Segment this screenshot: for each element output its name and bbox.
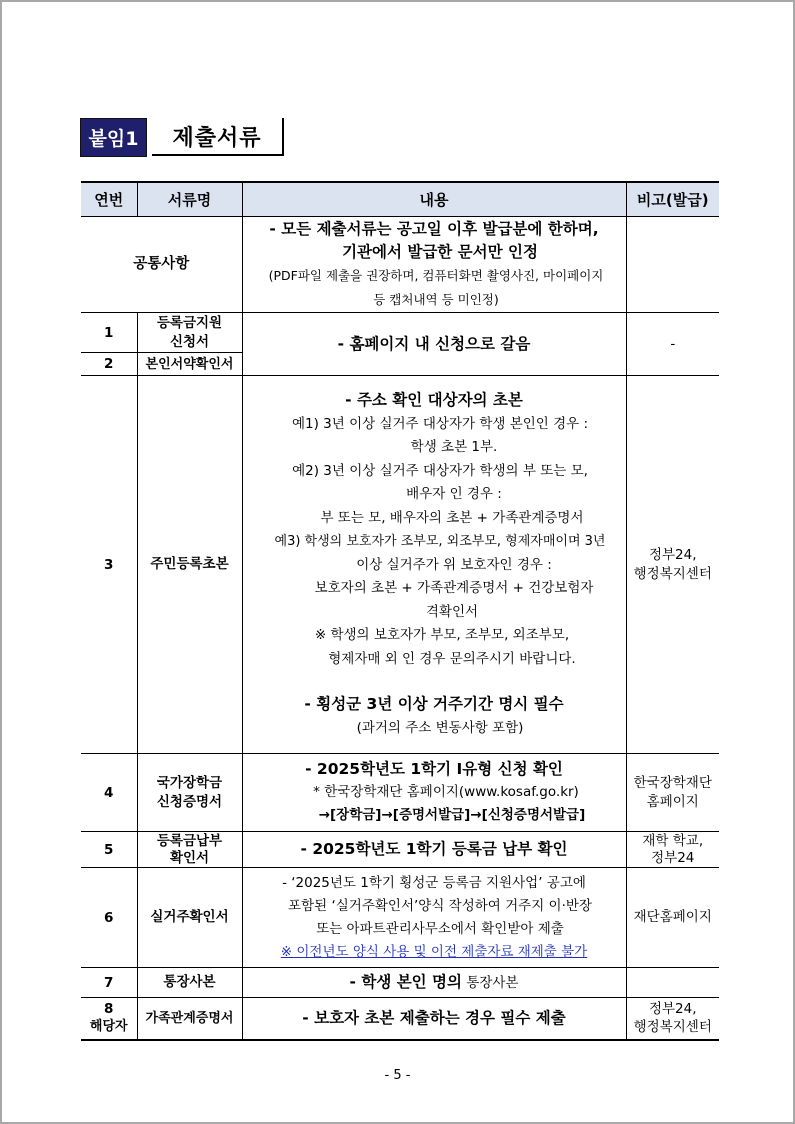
- row8-remark: 정부24, 행정복지센터: [626, 998, 719, 1040]
- row6-content: - ‘2025년도 1학기 횡성군 등록금 지원사업’ 공고에 포함된 ‘실거주확인서’양식 작성하여 거주지 이·반장 또는 아파트관리사무소에서 확인받아 제출 ※ 이전년도 양식 사용 및 이전 제출자료 재제출 불가: [242, 868, 626, 968]
- page-number: - 5 -: [384, 1068, 411, 1083]
- doc-name: 주민등록초본: [137, 376, 242, 754]
- table-row: [81, 754, 719, 832]
- table-row: [81, 376, 719, 754]
- row3-remark: 정부24, 행정복지센터: [626, 376, 719, 754]
- header-doc-name: 서류명: [137, 182, 242, 217]
- row-number: 8 해당자: [81, 998, 137, 1040]
- row-number: 4: [81, 754, 137, 832]
- doc-name: 등록금지원 신청서: [137, 313, 242, 353]
- warning-link-text: ※ 이전년도 양식 사용 및 이전 제출자료 재제출 불가: [280, 943, 588, 960]
- header-number: 연번: [81, 182, 137, 217]
- rows12-content: - 홈페이지 내 신청으로 갈음: [242, 313, 626, 376]
- table-row: [81, 968, 719, 998]
- doc-name: 국가장학금 신청증명서: [137, 754, 242, 832]
- doc-name: 통장사본: [137, 968, 242, 998]
- row4-content: - 2025학년도 1학기 Ⅰ유형 신청 확인 * 한국장학재단 홈페이지(www.kosaf.go.kr) →[장학금]→[증명서발급]→[신청증명서발급]: [242, 754, 626, 832]
- row3-content: - 주소 확인 대상자의 초본 예1) 3년 이상 실거주 대상자가 학생 본인인 경우 : 학생 초본 1부. 예2) 3년 이상 실거주 대상자가 학생의 부 또는 모, 배우자 인 경우 : 부 또는 모, 배우자의 초본 + 가족관계증명서 예3) 학생의 보호자가 조부모, 외조부모, 형제자매이며 3년 이상 실거주가 위 보호자인 경우 : 보호자의 초본 + 가족관계증명서 + 건강보험자 격확인서 ※ 학생의 보호자가 부모, 조부모, 외조부모, 형제자매 외 인 경우 문의주시기 바랍니다. - 횡성군 3년 이상 거주기간 명시 필수 (과거의 주소 변동사항 포함): [242, 376, 626, 754]
- row-number: 5: [81, 832, 137, 868]
- row7-content: - 학생 본인 명의 통장사본: [242, 968, 626, 998]
- row4-remark: 한국장학재단 홈페이지: [626, 754, 719, 832]
- common-content: - 모든 제출서류는 공고일 이후 발급분에 한하며, 기관에서 발급한 문서만 인정 (PDF파일 제출을 권장하며, 컴퓨터화면 촬영사진, 마이페이지 등 캡처내역 등 미인정): [242, 217, 626, 313]
- table-row: [81, 998, 719, 1040]
- attachment-badge: 붙임1: [80, 118, 147, 157]
- table-row-common: [81, 217, 719, 313]
- header-remark: 비고(발급): [626, 182, 719, 217]
- table-row: [81, 868, 719, 968]
- row-number: 6: [81, 868, 137, 968]
- common-remark: [626, 217, 719, 313]
- table-header-row: [81, 182, 719, 217]
- row-number: 2: [81, 353, 137, 376]
- row8-content: - 보호자 초본 제출하는 경우 필수 제출: [242, 998, 626, 1040]
- row5-content: - 2025학년도 1학기 등록금 납부 확인: [242, 832, 626, 868]
- doc-name: 등록금납부 확인서: [137, 832, 242, 868]
- row-number: 3: [81, 376, 137, 754]
- row5-remark: 재학 학교, 정부24: [626, 832, 719, 868]
- rows12-remark: -: [626, 313, 719, 376]
- documents-table: [81, 181, 719, 1041]
- common-label: 공통사항: [81, 217, 242, 313]
- doc-name: 본인서약확인서: [137, 353, 242, 376]
- table-row: [81, 832, 719, 868]
- row7-remark: [626, 968, 719, 998]
- header-content: 내용: [242, 182, 626, 217]
- row-number: 1: [81, 313, 137, 353]
- row-number: 7: [81, 968, 137, 998]
- row6-remark: 재단홈페이지: [626, 868, 719, 968]
- doc-name: 가족관계증명서: [137, 998, 242, 1040]
- doc-name: 실거주확인서: [137, 868, 242, 968]
- page-title: 제출서류: [152, 118, 284, 156]
- table-row: [81, 313, 719, 353]
